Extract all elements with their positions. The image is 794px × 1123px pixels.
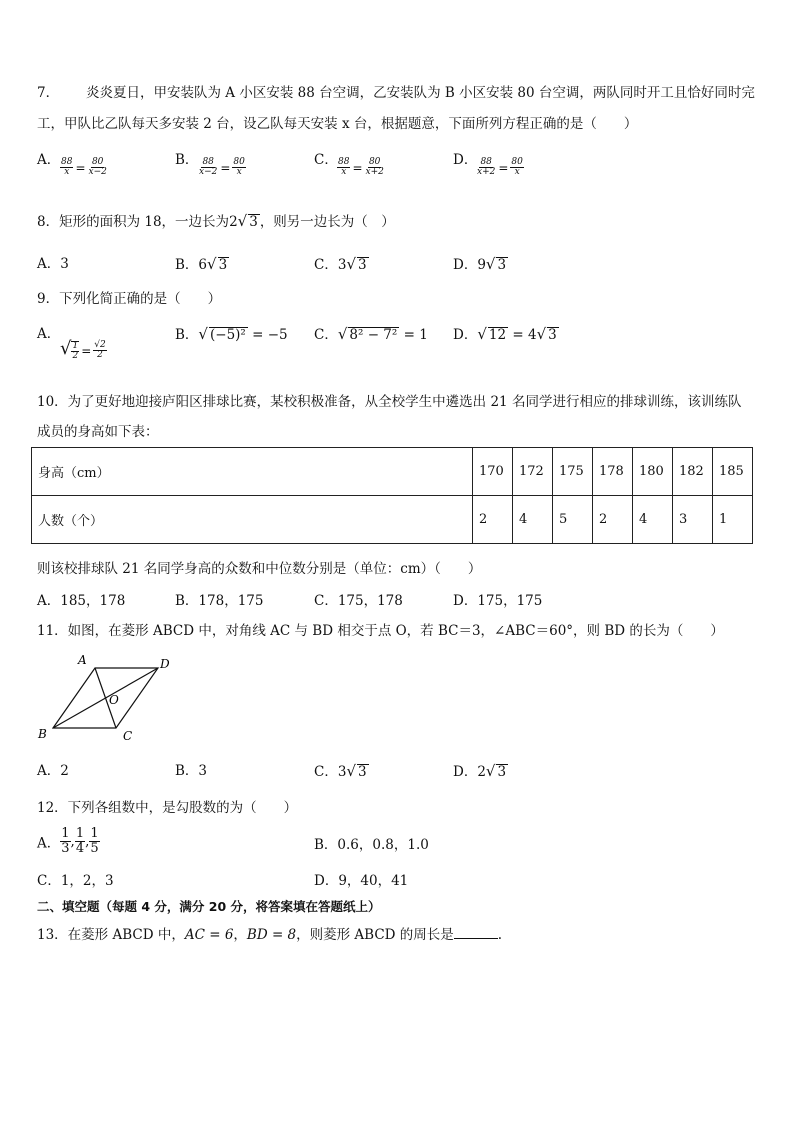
center-label-o: O — [109, 693, 119, 707]
section-heading: 二、填空题（每题 4 分，满分 20 分，将答案填在答题纸上） — [37, 899, 381, 914]
q9-option-c[interactable]: C．√ 8² − 7² = 1 — [314, 325, 428, 343]
q7-number: 7． — [37, 85, 60, 101]
q7-line2: 工，甲队比乙队每天多安装 2 台，设乙队每天安装 x 台，根据题意，下面所列方程正确的是（ ） — [37, 116, 638, 132]
q11-option-c[interactable]: C．3√ 3 — [314, 762, 367, 780]
q10-option-c[interactable]: C．175，178 — [314, 593, 403, 609]
table-cell: 3 — [673, 496, 713, 544]
q12-option-a[interactable]: A． $\frac{1}{3}$ , $\frac{1}{4}$ , $\frac{1}{5}$ — [37, 826, 99, 856]
q7-option-a-expr: $\frac{88}{x}$ = $\frac{80}{x-2}$ — [61, 157, 107, 177]
table-cell: 4 — [513, 496, 553, 544]
vertex-label-b: B — [38, 727, 47, 741]
table-cell: 178 — [593, 448, 633, 496]
table-cell: 2 — [593, 496, 633, 544]
q8-stem: 8．矩形的面积为 18，一边长为2√ 3 ，则另一边长为（ ） — [37, 212, 395, 230]
table-cell: 5 — [553, 496, 593, 544]
q7-option-a[interactable] — [37, 148, 60, 168]
q10-line2: 成员的身高如下表： — [37, 424, 159, 440]
answer-blank[interactable] — [454, 925, 498, 939]
q10-line1: 10．为了更好地迎接庐阳区排球比赛，某校积极准备，从全校学生中遴选出 21 名同学进行相应的排球训练，该训练队 — [37, 394, 742, 410]
option-label: B． — [175, 152, 199, 168]
table-cell: 185 — [713, 448, 753, 496]
table-cell: 175 — [553, 448, 593, 496]
q11-stem: 11．如图，在菱形 ABCD 中，对角线 AC 与 BD 相交于点 O，若 BC＝3，∠ABC＝60°，则 BD 的长为（ ） — [37, 623, 724, 639]
vertex-label-c: C — [123, 729, 133, 743]
q11-option-d[interactable]: D．2√ 3 — [453, 762, 507, 780]
q10-question: 则该校排球队 21 名同学身高的众数和中位数分别是（单位：cm）（ ） — [37, 561, 482, 577]
q9-option-a-expr: √ $\frac{1}{2}$ = $\frac{√2}{2}$ — [60, 338, 106, 361]
q7-option-c-expr: $\frac{88}{x}$ = $\frac{80}{x+2}$ — [338, 157, 384, 177]
table-cell: 4 — [633, 496, 673, 544]
table-row — [32, 496, 753, 544]
q8-option-d[interactable]: D．9√ 3 — [453, 255, 507, 273]
table-cell: 1 — [713, 496, 753, 544]
option-label: C． — [314, 152, 338, 168]
q7-option-b-expr: $\frac{88}{x-2}$ = $\frac{80}{x}$ — [199, 157, 245, 177]
q7-option-c[interactable] — [314, 148, 338, 168]
q9-option-b[interactable]: B．√ (−5)² = −5 — [175, 325, 288, 343]
table-cell: 180 — [633, 448, 673, 496]
table-header-cell: 身高（cm） — [32, 448, 473, 496]
q10-option-b[interactable]: B．178，175 — [175, 593, 264, 609]
height-table — [31, 447, 753, 544]
q8-option-b[interactable]: B．6√ 3 — [175, 255, 228, 273]
diagonal-bd — [53, 668, 158, 728]
q8-option-c[interactable]: C．3√ 3 — [314, 255, 367, 273]
q7-option-d-expr: $\frac{88}{x+2}$ = $\frac{80}{x}$ — [477, 157, 523, 177]
q12-option-c[interactable]: C．1，2，3 — [37, 873, 114, 889]
table-cell: 172 — [513, 448, 553, 496]
table-cell: 2 — [473, 496, 513, 544]
table-cell: 182 — [673, 448, 713, 496]
table-cell: 170 — [473, 448, 513, 496]
q13-stem: 13．在菱形 ABCD 中，AC = 6，BD = 8，则菱形 ABCD 的周长是 . — [37, 927, 503, 943]
option-label: D． — [453, 152, 478, 168]
option-label: A． — [37, 152, 61, 168]
q9-option-a-label[interactable]: A． — [37, 326, 61, 342]
q7-option-b[interactable] — [175, 148, 198, 168]
q11-option-b[interactable]: B．3 — [175, 763, 208, 779]
q7-line1: 炎炎夏日，甲安装队为 A 小区安装 88 台空调，乙安装队为 B 小区安装 80 台空调，两队同时开工且恰好同时完 — [86, 85, 755, 101]
q8-option-a[interactable]: A．3 — [37, 256, 69, 272]
vertex-label-d: D — [160, 657, 170, 671]
q9-option-d[interactable]: D．√ 12 = 4√ 3 — [453, 325, 557, 343]
table-row — [32, 448, 753, 496]
q10-option-a[interactable]: A．185，178 — [37, 593, 126, 609]
q12-stem: 12．下列各组数中，是勾股数的为（ ） — [37, 800, 298, 816]
q10-option-d[interactable]: D．175，175 — [453, 593, 543, 609]
table-header-cell: 人数（个） — [32, 496, 473, 544]
q7-option-d[interactable] — [453, 148, 477, 168]
rhombus-figure — [30, 650, 180, 750]
vertex-label-a: A — [78, 653, 87, 667]
q12-option-d[interactable]: D．9，40，41 — [314, 873, 409, 889]
q11-option-a[interactable]: A．2 — [37, 763, 69, 779]
q12-option-b[interactable]: B．0.6，0.8，1.0 — [314, 837, 429, 853]
q9-stem: 9．下列化简正确的是（ ） — [37, 291, 222, 307]
